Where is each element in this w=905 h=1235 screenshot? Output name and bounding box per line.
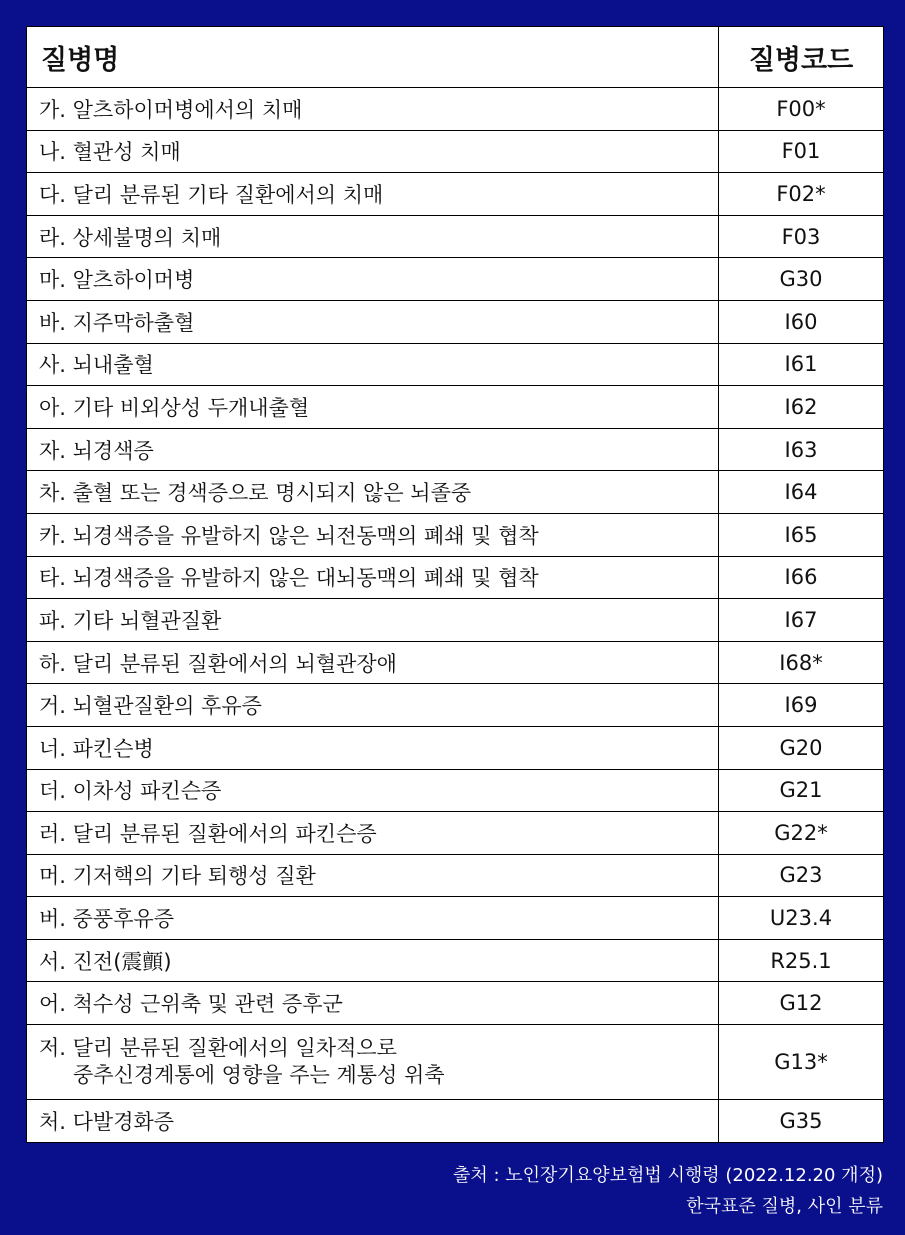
disease-code: G30	[719, 258, 884, 301]
disease-code: I60	[719, 300, 884, 343]
disease-name: 어. 척수성 근위축 및 관련 증후군	[27, 982, 719, 1025]
disease-name: 나. 혈관성 치매	[27, 130, 719, 173]
table-row	[27, 684, 884, 727]
table-row	[27, 88, 884, 131]
disease-code: G13*	[719, 1025, 884, 1100]
table-row	[27, 1025, 884, 1100]
table-row	[27, 471, 884, 514]
disease-code: I62	[719, 386, 884, 429]
disease-name: 마. 알츠하이머병	[27, 258, 719, 301]
table-row	[27, 513, 884, 556]
table-row	[27, 726, 884, 769]
table-row	[27, 599, 884, 642]
table-row	[27, 769, 884, 812]
disease-code: G35	[719, 1100, 884, 1143]
disease-name: 파. 기타 뇌혈관질환	[27, 599, 719, 642]
disease-name-line2: 중추신경계통에 영향을 주는 계통성 위축	[73, 1063, 445, 1088]
disease-name: 사. 뇌내출혈	[27, 343, 719, 386]
table-row	[27, 1100, 884, 1143]
disease-code: I67	[719, 599, 884, 642]
table-row	[27, 812, 884, 855]
disease-name: 거. 뇌혈관질환의 후유증	[27, 684, 719, 727]
table-row	[27, 258, 884, 301]
table-row	[27, 982, 884, 1025]
header-disease-code: 질병코드	[719, 27, 884, 88]
header-disease-name: 질병명	[27, 27, 719, 88]
disease-name: 더. 이차성 파킨슨증	[27, 769, 719, 812]
disease-code: G22*	[719, 812, 884, 855]
disease-code: F00*	[719, 88, 884, 131]
disease-code: G20	[719, 726, 884, 769]
disease-code: G23	[719, 854, 884, 897]
table-row	[27, 130, 884, 173]
disease-code: F01	[719, 130, 884, 173]
disease-name: 아. 기타 비외상성 두개내출혈	[27, 386, 719, 429]
classification-note: 한국표준 질병, 사인 분류	[686, 1196, 883, 1217]
disease-name: 카. 뇌경색증을 유발하지 않은 뇌전동맥의 폐쇄 및 협착	[27, 513, 719, 556]
disease-code: R25.1	[719, 939, 884, 982]
disease-name: 타. 뇌경색증을 유발하지 않은 대뇌동맥의 폐쇄 및 협착	[27, 556, 719, 599]
disease-name: 자. 뇌경색증	[27, 428, 719, 471]
disease-name-multiline	[27, 1025, 719, 1100]
table-row	[27, 343, 884, 386]
table-row	[27, 215, 884, 258]
disease-name: 가. 알츠하이머병에서의 치매	[27, 88, 719, 131]
disease-code: I61	[719, 343, 884, 386]
disease-name: 서. 진전(震顫)	[27, 939, 719, 982]
disease-code: I69	[719, 684, 884, 727]
disease-name: 다. 달리 분류된 기타 질환에서의 치매	[27, 173, 719, 216]
disease-table-container	[26, 26, 883, 1143]
disease-code: I63	[719, 428, 884, 471]
source-footer	[453, 1160, 883, 1222]
disease-name: 너. 파킨슨병	[27, 726, 719, 769]
disease-code: I68*	[719, 641, 884, 684]
disease-name: 하. 달리 분류된 질환에서의 뇌혈관장애	[27, 641, 719, 684]
disease-code: I65	[719, 513, 884, 556]
disease-name: 버. 중풍후유증	[27, 897, 719, 940]
table-row	[27, 300, 884, 343]
disease-code: F02*	[719, 173, 884, 216]
disease-code: F03	[719, 215, 884, 258]
table-row	[27, 556, 884, 599]
table-row	[27, 386, 884, 429]
table-row	[27, 939, 884, 982]
disease-code-table	[26, 26, 884, 1143]
source-citation: 출처 : 노인장기요양보험법 시행령 (2022.12.20 개정)	[453, 1165, 883, 1186]
disease-name: 러. 달리 분류된 질환에서의 파킨슨증	[27, 812, 719, 855]
table-row	[27, 854, 884, 897]
disease-name: 라. 상세불명의 치매	[27, 215, 719, 258]
disease-name: 머. 기저핵의 기타 퇴행성 질환	[27, 854, 719, 897]
table-header-row	[27, 27, 884, 88]
disease-code: U23.4	[719, 897, 884, 940]
disease-name: 처. 다발경화증	[27, 1100, 719, 1143]
disease-name: 차. 출혈 또는 경색증으로 명시되지 않은 뇌졸중	[27, 471, 719, 514]
disease-code: I66	[719, 556, 884, 599]
table-row	[27, 173, 884, 216]
disease-code: G12	[719, 982, 884, 1025]
disease-name-line1: 저. 달리 분류된 질환에서의 일차적으로	[39, 1036, 397, 1061]
table-row	[27, 641, 884, 684]
disease-code: I64	[719, 471, 884, 514]
disease-name: 바. 지주막하출혈	[27, 300, 719, 343]
disease-code: G21	[719, 769, 884, 812]
table-row	[27, 897, 884, 940]
table-row	[27, 428, 884, 471]
